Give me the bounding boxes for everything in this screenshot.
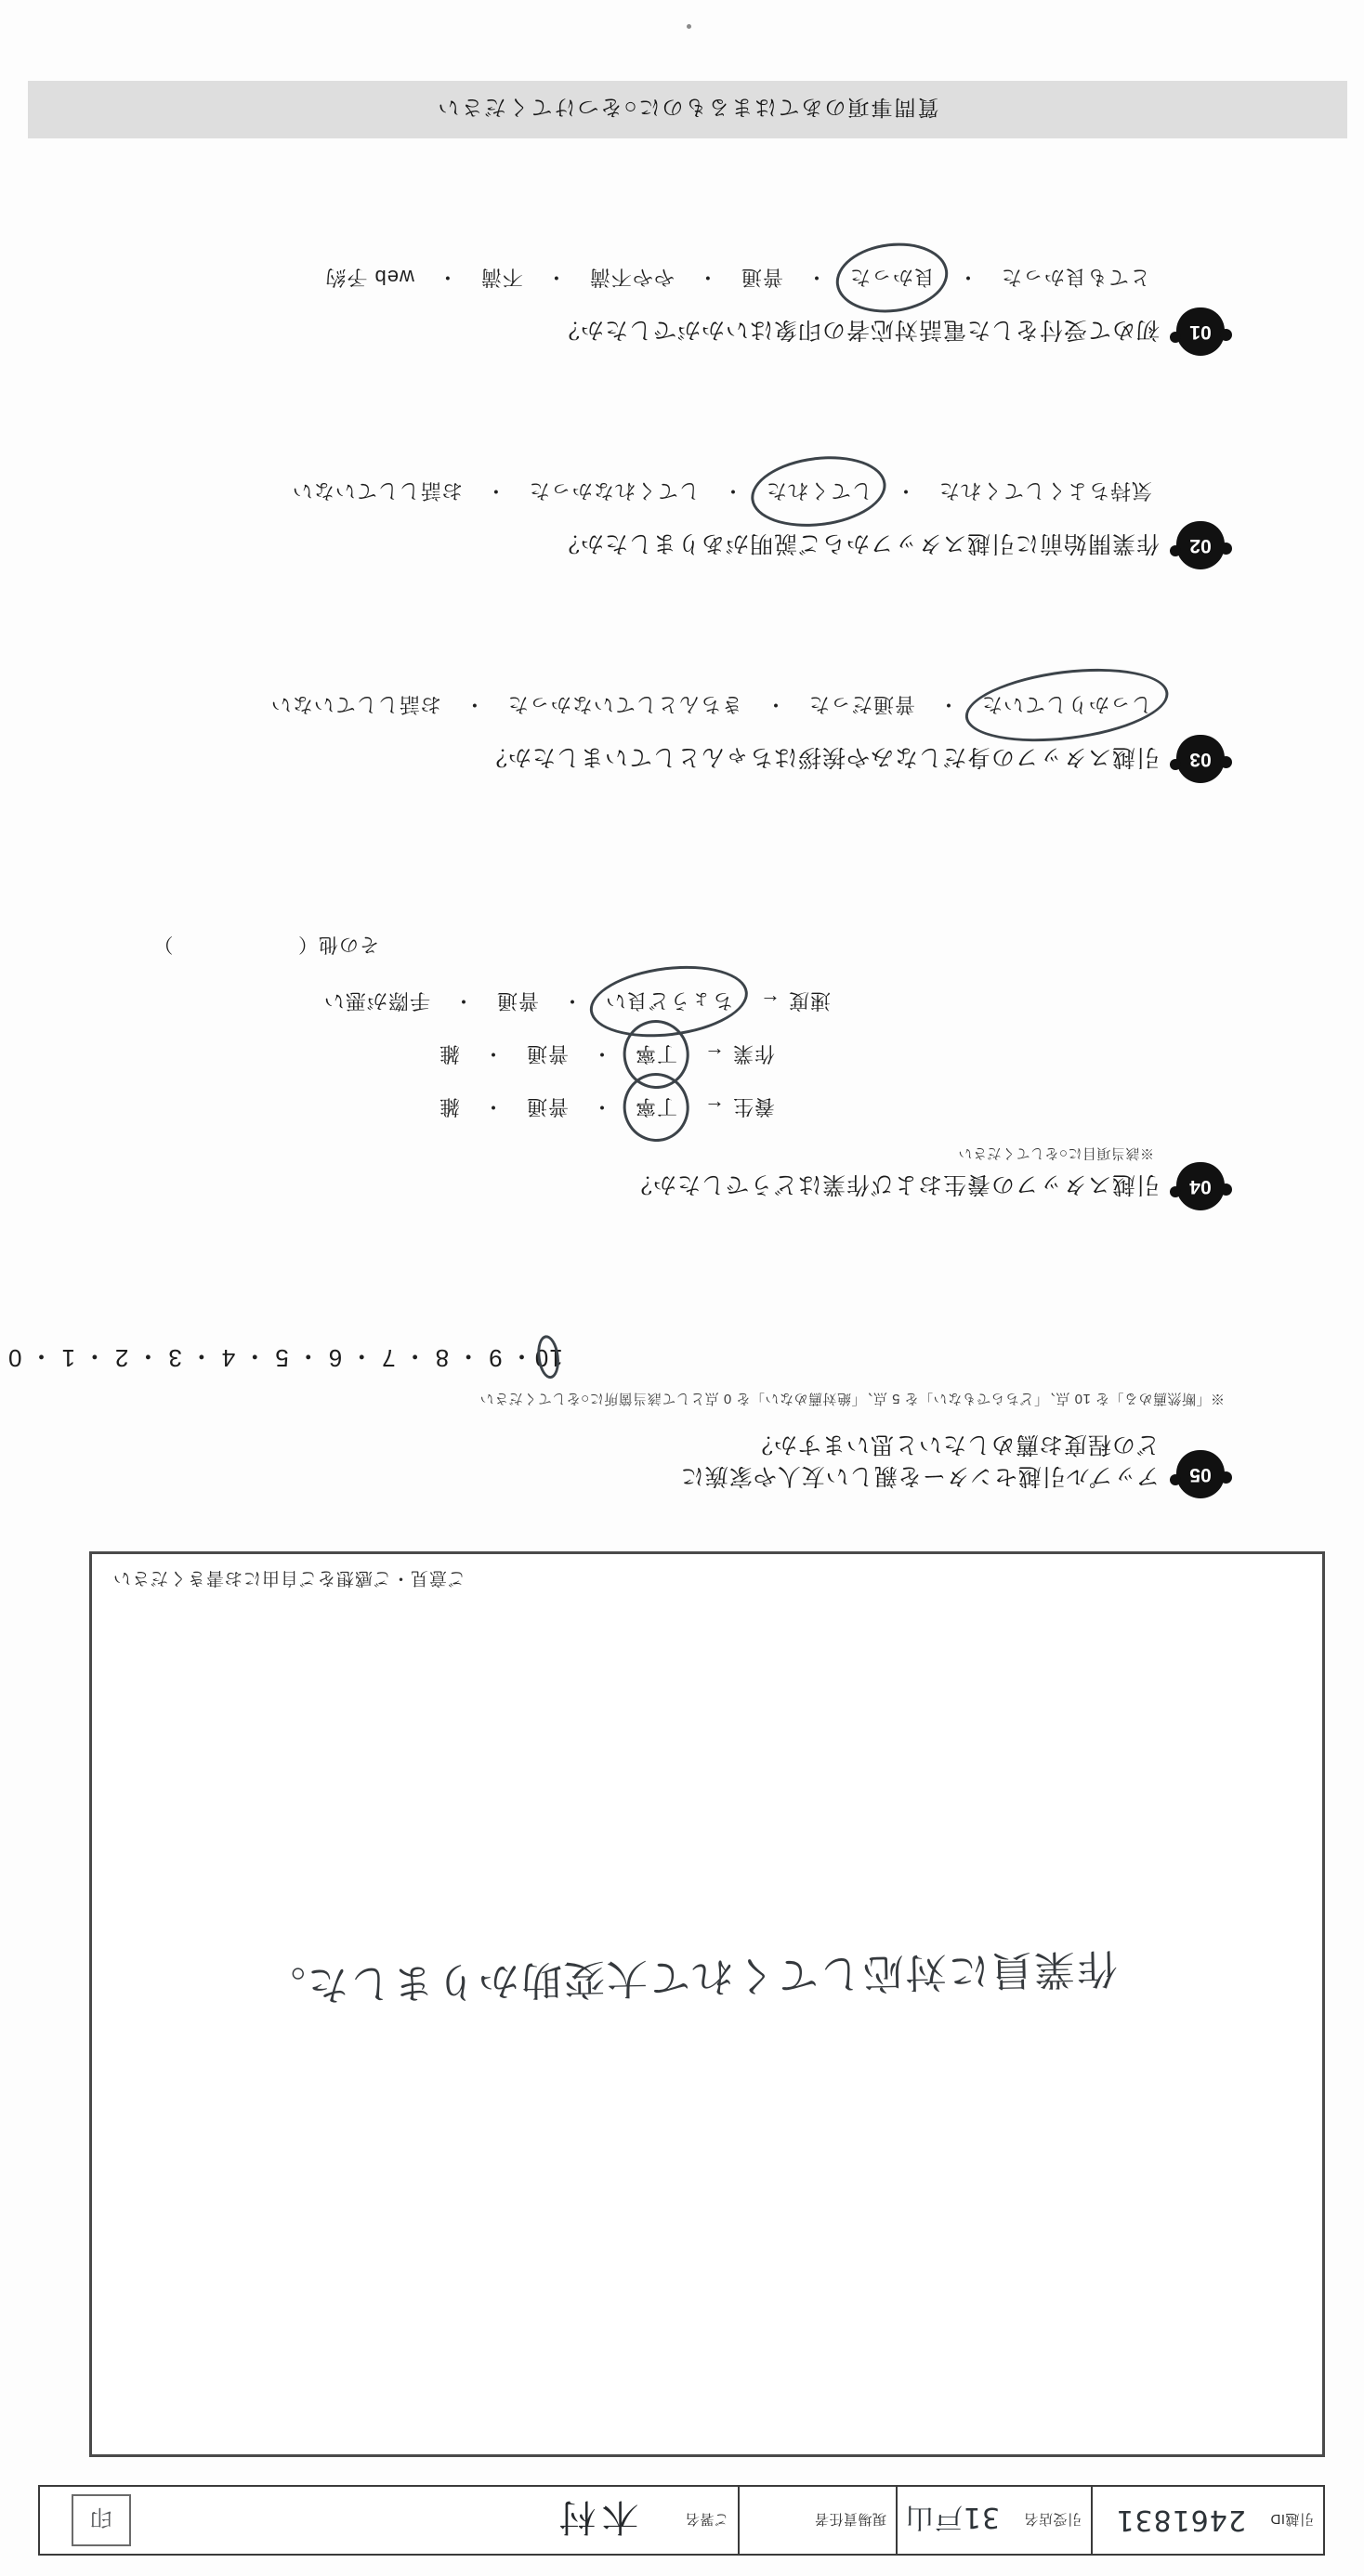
q01-sep: ・ bbox=[805, 266, 827, 289]
q03-option-row[interactable] bbox=[0, 687, 1161, 724]
q04-option-sokudo-osoi[interactable]: 手際が悪い bbox=[322, 989, 430, 1013]
store-label: 引受店名 bbox=[1023, 2511, 1082, 2528]
question-badge-04: 04 bbox=[1176, 1162, 1225, 1210]
q04-arrow-icon: ← bbox=[759, 990, 780, 1014]
q03-sep: ・ bbox=[937, 693, 959, 716]
question-text-03: 引越スタッフの身だしなみや挨拶はちゃんとしていましたか？ bbox=[482, 744, 1160, 770]
q02-option-kimochiyoku[interactable]: 気持ちよくしてくれた bbox=[938, 479, 1152, 503]
q01-option-yaya-fuman[interactable]: やや不満 bbox=[588, 266, 675, 289]
question-text-05-line1: アップル引越センターを親しい友人や家族に bbox=[679, 1463, 1160, 1489]
q04-option-sagyou-teinei[interactable]: 丁寧 bbox=[625, 1037, 687, 1073]
q03-option-futsuu[interactable]: 普通だった bbox=[807, 693, 915, 716]
q04-option-sokudo-futsuu[interactable]: 普通 bbox=[495, 989, 539, 1013]
field-signature bbox=[40, 2487, 738, 2554]
q01-sep: ・ bbox=[696, 266, 718, 289]
q05-scale-2[interactable]: 2 bbox=[113, 1344, 129, 1372]
q02-sep: ・ bbox=[894, 479, 916, 503]
question-text-04: 引越スタッフの養生および作業はどうでしたか？ bbox=[627, 1171, 1160, 1197]
free-comment-box[interactable] bbox=[89, 1551, 1325, 2457]
q05-scale-10[interactable]: 10 bbox=[533, 1344, 563, 1372]
question-badge-05: 05 bbox=[1176, 1450, 1225, 1498]
q04-sep: ・ bbox=[590, 1095, 612, 1118]
q05-scale-1[interactable]: 1 bbox=[60, 1344, 75, 1372]
q05-scale-sep: ・ bbox=[401, 1342, 427, 1370]
question-text-02: 作業開始前に引越スタッフからご説明がありましたか？ bbox=[555, 530, 1160, 556]
footer-instruction-bar bbox=[28, 81, 1347, 138]
q04-row-sokudo[interactable] bbox=[0, 984, 899, 1020]
question-note-05: ※「断然薦める」を 10 点、「どちらでもない」を 5 点、「絶対薦めない」を 0 点として該当箇所に○をしてください bbox=[479, 1391, 1225, 1406]
q04-row-label-sokudo: 速度 bbox=[788, 989, 832, 1013]
signature-label: ご署名 bbox=[685, 2511, 728, 2528]
q04-row-label-sagyou: 作業 bbox=[732, 1042, 776, 1066]
q04-row-youjou[interactable] bbox=[0, 1090, 844, 1126]
q05-scale-sep: ・ bbox=[348, 1342, 374, 1370]
question-block-05 bbox=[0, 1340, 1364, 1498]
field-store bbox=[896, 2487, 1091, 2554]
q05-scale-sep: ・ bbox=[508, 1342, 534, 1370]
q05-scale-4[interactable]: 4 bbox=[220, 1344, 236, 1372]
q03-option-kichinto-nai[interactable]: きちんとしていなかった bbox=[506, 693, 742, 716]
q02-sep: ・ bbox=[721, 479, 743, 503]
q01-option-yokatta[interactable]: 良かった bbox=[840, 260, 944, 296]
q03-sep: ・ bbox=[463, 693, 485, 716]
q03-option-hanashite-inai[interactable]: お話ししていない bbox=[269, 693, 441, 716]
q01-option-futsuu[interactable]: 普通 bbox=[740, 266, 783, 289]
q05-scale-sep: ・ bbox=[455, 1342, 481, 1370]
q04-other-label: その他（ bbox=[297, 934, 379, 955]
q05-scale-8[interactable]: 8 bbox=[434, 1344, 450, 1372]
q02-option-row[interactable] bbox=[0, 474, 1161, 510]
q05-scale-7[interactable]: 7 bbox=[381, 1344, 396, 1372]
q04-sep: ・ bbox=[590, 1042, 612, 1066]
q02-option-shitekurenakatta[interactable]: してくれなかった bbox=[528, 479, 700, 503]
question-block-03 bbox=[0, 687, 1364, 783]
q01-option-fuman[interactable]: 不満 bbox=[479, 266, 523, 289]
q01-option-totemo-yokatta[interactable]: とても良かった bbox=[1000, 266, 1150, 289]
question-badge-03: 03 bbox=[1176, 735, 1225, 783]
question-block-02 bbox=[0, 474, 1364, 569]
field-manager bbox=[738, 2487, 896, 2554]
q05-scale-sep: ・ bbox=[28, 1342, 54, 1370]
q05-scale-6[interactable]: 6 bbox=[327, 1344, 343, 1372]
signature-value: 木村 bbox=[553, 2495, 639, 2539]
free-comment-handwriting: 作業員に対応してくれて大変助かりました。 bbox=[262, 1943, 1119, 2009]
q03-option-shikkari[interactable]: しっかりしていた bbox=[972, 687, 1161, 724]
q05-scale-sep: ・ bbox=[188, 1342, 214, 1370]
field-move-id bbox=[1091, 2487, 1323, 2554]
free-comment-label: ご意見・ご感想をご自由にお書きください bbox=[112, 1568, 466, 1588]
q04-sep: ・ bbox=[560, 989, 583, 1013]
q02-option-shitekureta[interactable]: してくれた bbox=[756, 474, 882, 510]
q05-scale-sep: ・ bbox=[135, 1342, 161, 1370]
q05-scale-5[interactable]: 5 bbox=[274, 1344, 289, 1372]
header-id-strip bbox=[38, 2485, 1325, 2556]
q02-sep: ・ bbox=[484, 479, 506, 503]
q04-row-sagyou[interactable] bbox=[0, 1037, 844, 1073]
q05-scale-sep: ・ bbox=[242, 1342, 268, 1370]
q05-scale-row[interactable] bbox=[0, 1340, 563, 1375]
q05-scale-sep: ・ bbox=[295, 1342, 321, 1370]
q04-sep: ・ bbox=[481, 1042, 504, 1066]
q04-arrow-icon: ← bbox=[703, 1096, 725, 1120]
q04-option-sagyou-futsuu[interactable]: 普通 bbox=[525, 1042, 569, 1066]
q04-sep: ・ bbox=[481, 1095, 504, 1118]
move-id-value: 2461831 bbox=[1115, 2504, 1246, 2537]
q04-other-close: ） bbox=[152, 934, 174, 955]
footer-instruction-text: 質問事項のあてはまるものに○をつけてください bbox=[436, 96, 939, 121]
q01-sep: ・ bbox=[436, 266, 458, 289]
question-note-04: ※該当項目に○をしてください bbox=[957, 1145, 1154, 1161]
q04-row-label-youjou: 養生 bbox=[732, 1095, 776, 1118]
q01-sep: ・ bbox=[956, 266, 978, 289]
q04-option-youjou-zatsu[interactable]: 雑 bbox=[438, 1095, 460, 1118]
q03-sep: ・ bbox=[764, 693, 786, 716]
q01-option-web-yoyaku[interactable]: web 予約 bbox=[324, 266, 414, 289]
question-badge-02: 02 bbox=[1176, 521, 1225, 569]
q04-sep: ・ bbox=[452, 989, 474, 1013]
q01-sep: ・ bbox=[544, 266, 567, 289]
q05-scale-0[interactable]: 0 bbox=[7, 1344, 22, 1372]
q04-option-sokudo-choudo[interactable]: ちょうど良い bbox=[596, 984, 742, 1020]
q05-scale-9[interactable]: 9 bbox=[488, 1344, 503, 1372]
q04-other-field[interactable] bbox=[0, 932, 379, 960]
question-text-01: 初めて受付をした電話対応者の印象はいかがでしたか？ bbox=[555, 317, 1160, 343]
q05-scale-sep: ・ bbox=[81, 1342, 107, 1370]
store-value: 31戸山 bbox=[904, 2501, 1000, 2533]
q04-option-youjou-futsuu[interactable]: 普通 bbox=[525, 1095, 569, 1118]
question-block-04 bbox=[0, 932, 1364, 1210]
seal-stamp: 印 bbox=[72, 2494, 131, 2546]
move-id-label: 引越ID bbox=[1269, 2511, 1314, 2528]
manager-label: 現場責任者 bbox=[814, 2511, 886, 2528]
q04-arrow-icon: ← bbox=[703, 1043, 725, 1067]
q05-scale-3[interactable]: 3 bbox=[167, 1344, 182, 1372]
q04-option-youjou-teinei[interactable]: 丁寧 bbox=[625, 1090, 687, 1126]
question-text-05-line2: どの程度お薦めしたいと思いますか？ bbox=[748, 1432, 1160, 1458]
question-block-01 bbox=[0, 260, 1364, 356]
q02-option-hanashite-inai[interactable]: お話ししていない bbox=[291, 479, 463, 503]
q01-option-row[interactable] bbox=[0, 260, 1160, 296]
q04-option-sagyou-zatsu[interactable]: 雑 bbox=[438, 1042, 460, 1066]
question-badge-01: 01 bbox=[1176, 307, 1225, 356]
page-mark-dot bbox=[687, 24, 691, 29]
